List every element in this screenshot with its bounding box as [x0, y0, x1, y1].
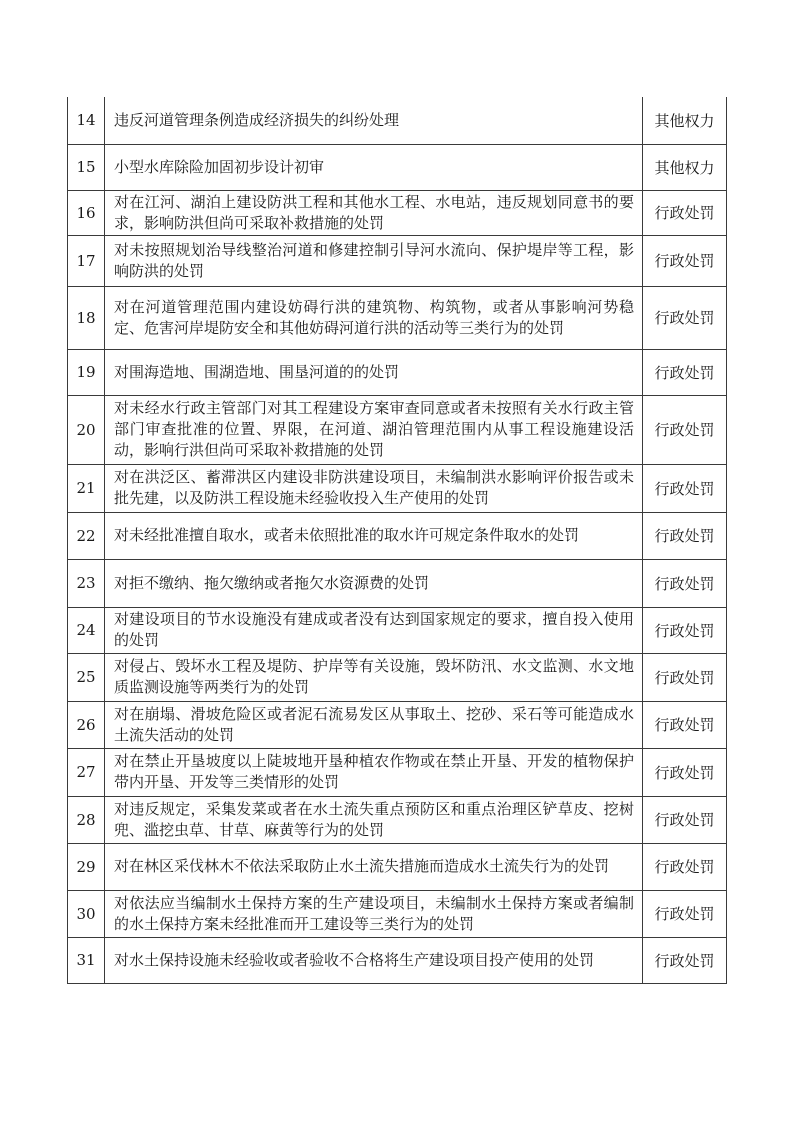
row-number: 30 — [68, 890, 105, 937]
power-list-table — [67, 97, 727, 984]
table-row — [68, 937, 727, 983]
row-number: 23 — [68, 559, 105, 607]
item-name-cell — [105, 843, 643, 890]
power-type: 行政处罚 — [643, 937, 727, 983]
row-number: 27 — [68, 748, 105, 796]
item-name: 对建设项目的节水设施没有建成或者没有达到国家规定的要求，擅自投入使用的处罚 — [114, 610, 634, 649]
item-name: 对水土保持设施未经验收或者验收不合格将生产建设项目投产使用的处罚 — [114, 950, 595, 969]
item-name-cell — [105, 559, 643, 607]
table-row — [68, 464, 727, 512]
row-number: 26 — [68, 701, 105, 748]
item-name-cell — [105, 890, 643, 937]
row-number: 29 — [68, 843, 105, 890]
table-row — [68, 235, 727, 286]
power-type: 行政处罚 — [643, 286, 727, 349]
item-name: 对拒不缴纳、拖欠缴纳或者拖欠水资源费的处罚 — [114, 573, 430, 592]
power-type: 行政处罚 — [643, 796, 727, 843]
power-type: 行政处罚 — [643, 235, 727, 286]
item-name: 小型水库除险加固初步设计初审 — [114, 157, 325, 176]
table-row — [68, 559, 727, 607]
table-row — [68, 843, 727, 890]
table-row — [68, 97, 727, 144]
table-row — [68, 512, 727, 559]
table-row — [68, 395, 727, 464]
power-type: 行政处罚 — [643, 190, 727, 235]
power-type: 行政处罚 — [643, 653, 727, 701]
row-number: 20 — [68, 395, 105, 464]
power-type: 行政处罚 — [643, 559, 727, 607]
item-name: 对未经水行政主管部门对其工程建设方案审查同意或者未按照有关水行政主管部门审查批准的位置、界限，在河道、湖泊管理范围内从事工程设施建设活动，影响行洪但尚可采取补救措施的处罚 — [114, 399, 634, 459]
table-row — [68, 796, 727, 843]
item-name: 对在禁止开垦坡度以上陡坡地开垦种植农作物或在禁止开垦、开发的植物保护带内开垦、开发等三类情形的处罚 — [114, 752, 634, 791]
item-name: 对在河道管理范围内建设妨碍行洪的建筑物、构筑物，或者从事影响河势稳定、危害河岸堤防安全和其他妨碍河道行洪的活动等三类行为的处罚 — [114, 297, 634, 337]
table-row — [68, 190, 727, 235]
power-type: 行政处罚 — [643, 890, 727, 937]
row-number: 22 — [68, 512, 105, 559]
item-name-cell — [105, 701, 643, 748]
item-name: 对在林区采伐林木不依法采取防止水土流失措施而造成水土流失行为的处罚 — [114, 857, 610, 875]
item-name-cell — [105, 395, 643, 464]
table-row — [68, 890, 727, 937]
item-name: 对在洪泛区、蓄滞洪区内建设非防洪建设项目，未编制洪水影响评价报告或未批先建，以及防洪工程设施未经验收投入生产使用的处罚 — [114, 468, 634, 507]
table-row — [68, 748, 727, 796]
item-name: 对未按照规划治导线整治河道和修建控制引导河水流向、保护堤岸等工程，影响防洪的处罚 — [114, 240, 634, 280]
item-name-cell — [105, 286, 643, 349]
item-name: 对在江河、湖泊上建设防洪工程和其他水工程、水电站，违反规划同意书的要求，影响防洪但尚可采取补救措施的处罚 — [114, 192, 634, 232]
row-number: 28 — [68, 796, 105, 843]
table-row — [68, 286, 727, 349]
item-name: 对依法应当编制水土保持方案的生产建设项目，未编制水土保持方案或者编制的水土保持方案未经批准而开工建设等三类行为的处罚 — [114, 893, 634, 933]
item-name-cell — [105, 464, 643, 512]
table-row — [68, 653, 727, 701]
row-number: 14 — [68, 97, 105, 144]
power-type: 行政处罚 — [643, 701, 727, 748]
row-number: 25 — [68, 653, 105, 701]
row-number: 19 — [68, 349, 105, 395]
item-name-cell — [105, 796, 643, 843]
item-name: 对侵占、毁坏水工程及堤防、护岸等有关设施，毁坏防汛、水文监测、水文地质监测设施等两类行为的处罚 — [114, 657, 634, 696]
power-type: 其他权力 — [643, 144, 727, 190]
item-name: 对违反规定，采集发菜或者在水土流失重点预防区和重点治理区铲草皮、挖树兜、滥挖虫草、甘草、麻黄等行为的处罚 — [114, 799, 634, 839]
row-number: 15 — [68, 144, 105, 190]
item-name-cell — [105, 235, 643, 286]
row-number: 21 — [68, 464, 105, 512]
power-type: 行政处罚 — [643, 464, 727, 512]
table-row — [68, 607, 727, 653]
power-type: 行政处罚 — [643, 512, 727, 559]
power-type: 行政处罚 — [643, 349, 727, 395]
row-number: 31 — [68, 937, 105, 983]
item-name: 对在崩塌、滑坡危险区或者泥石流易发区从事取土、挖砂、采石等可能造成水土流失活动的处罚 — [114, 704, 634, 744]
power-type: 行政处罚 — [643, 748, 727, 796]
item-name: 违反河道管理条例造成经济损失的纠纷处理 — [114, 110, 400, 129]
item-name-cell — [105, 937, 643, 983]
item-name-cell — [105, 349, 643, 395]
row-number: 24 — [68, 607, 105, 653]
item-name-cell — [105, 607, 643, 653]
table-row — [68, 144, 727, 190]
table-body — [68, 97, 727, 983]
item-name-cell — [105, 190, 643, 235]
row-number: 17 — [68, 235, 105, 286]
item-name-cell — [105, 512, 643, 559]
power-type: 其他权力 — [643, 97, 727, 144]
item-name-cell — [105, 653, 643, 701]
row-number: 16 — [68, 190, 105, 235]
item-name: 对围海造地、围湖造地、围垦河道的的处罚 — [114, 362, 400, 381]
power-type: 行政处罚 — [643, 843, 727, 890]
table-row — [68, 701, 727, 748]
item-name-cell — [105, 144, 643, 190]
item-name: 对未经批准擅自取水，或者未依照批准的取水许可规定条件取水的处罚 — [114, 526, 580, 544]
item-name-cell — [105, 748, 643, 796]
table-row — [68, 349, 727, 395]
power-type: 行政处罚 — [643, 395, 727, 464]
item-name-cell — [105, 97, 643, 144]
row-number: 18 — [68, 286, 105, 349]
power-type: 行政处罚 — [643, 607, 727, 653]
